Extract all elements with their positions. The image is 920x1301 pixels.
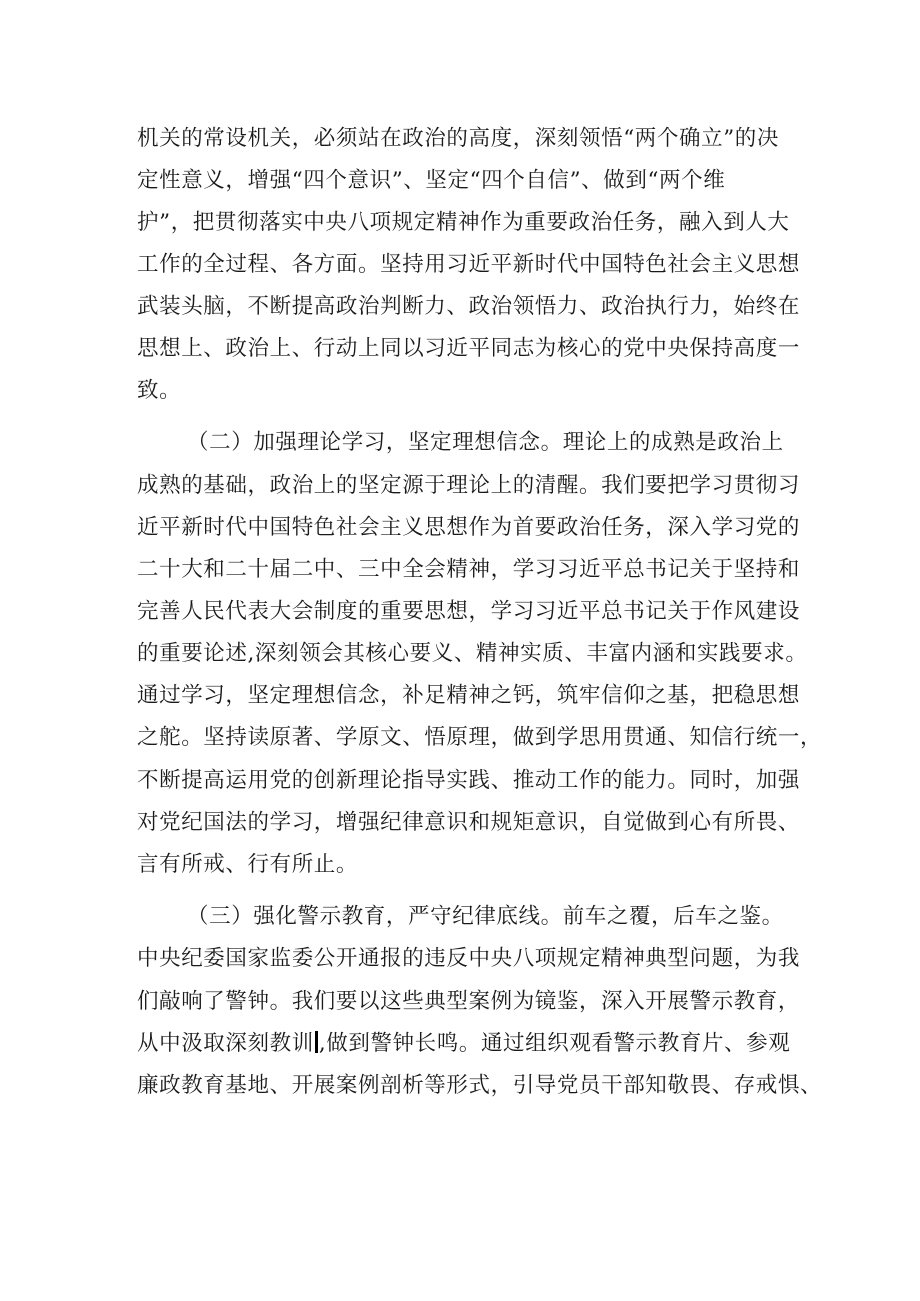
p2-line-10: 对党纪国法的学习，增强纪律意识和规矩意识，自觉做到心有所畏、 xyxy=(137,810,801,835)
p3-line-4 xyxy=(137,1027,790,1061)
p1-line-2: 定性意义，增强“四个意识”、坚定“四个自信”、做到“两个维 xyxy=(137,168,726,193)
p2-line-2: 成熟的基础，政治上的坚定源于理论上的清醒。我们要把学习贯彻习 xyxy=(137,473,801,498)
p2-line-3: 近平新时代中国特色社会主义思想作为首要政治任务，深入学习党的 xyxy=(137,515,801,540)
p2-line-1: （二）加强理论学习，坚定理想信念。理论上的成熟是政治上 xyxy=(187,430,784,455)
p2-line-9: 不断提高运用党的创新理论指导实践、推动工作的能力。同时，加强 xyxy=(137,768,801,793)
p1-line-6: 思想上、政治上、行动上同以习近平同志为核心的党中央保持高度一 xyxy=(137,336,801,361)
p1-line-3: 护”，把贯彻落实中央八项规定精神作为重要政治任务，融入到人大 xyxy=(137,210,790,235)
p1-line-7: 致。 xyxy=(137,378,182,403)
p3-line-4-after-cursor: ,做到警钟长鸣。通过组织观看警示教育片、参观 xyxy=(318,1031,791,1056)
p2-line-6: 的重要论述,深刻领会其核心要义、精神实质、丰富内涵和实践要求。 xyxy=(137,641,808,666)
p3-line-3: 们敲响了警钟。我们要以这些典型案例为镜鉴，深入开展警示教育， xyxy=(137,989,801,1014)
p1-line-4: 工作的全过程、各方面。坚持用习近平新时代中国特色社会主义思想 xyxy=(137,252,801,277)
p1-line-5: 武装头脑，不断提高政治判断力、政治领悟力、政治执行力，始终在 xyxy=(137,294,801,319)
p3-line-5: 廉政教育基地、开展案例剖析等形式，引导党员干部知敬畏、存戒惧、 xyxy=(137,1073,823,1098)
p2-line-7: 通过学习，坚定理想信念，补足精神之钙，筑牢信仰之基，把稳思想 xyxy=(137,683,801,708)
p2-line-8: 之舵。坚持读原著、学原文、悟原理，做到学思用贯通、知信行统一， xyxy=(137,725,823,750)
p3-line-4-before-cursor: 从中汲取深刻教训 xyxy=(137,1031,314,1056)
p3-line-1: （三）强化警示教育，严守纪律底线。前车之覆，后车之鉴。 xyxy=(187,904,784,929)
p2-line-5: 完善人民代表大会制度的重要思想，学习习近平总书记关于作风建设 xyxy=(137,599,801,624)
text-cursor xyxy=(315,1031,318,1053)
p2-line-11: 言有所戒、行有所止。 xyxy=(137,852,359,877)
p2-line-4: 二十大和二十届二中、三中全会精神，学习习近平总书记关于坚持和 xyxy=(137,557,801,582)
p3-line-2: 中央纪委国家监委公开通报的违反中央八项规定精神典型问题，为我 xyxy=(137,946,801,971)
p1-line-1: 机关的常设机关，必须站在政治的高度，深刻领悟“两个确立”的决 xyxy=(137,126,779,151)
